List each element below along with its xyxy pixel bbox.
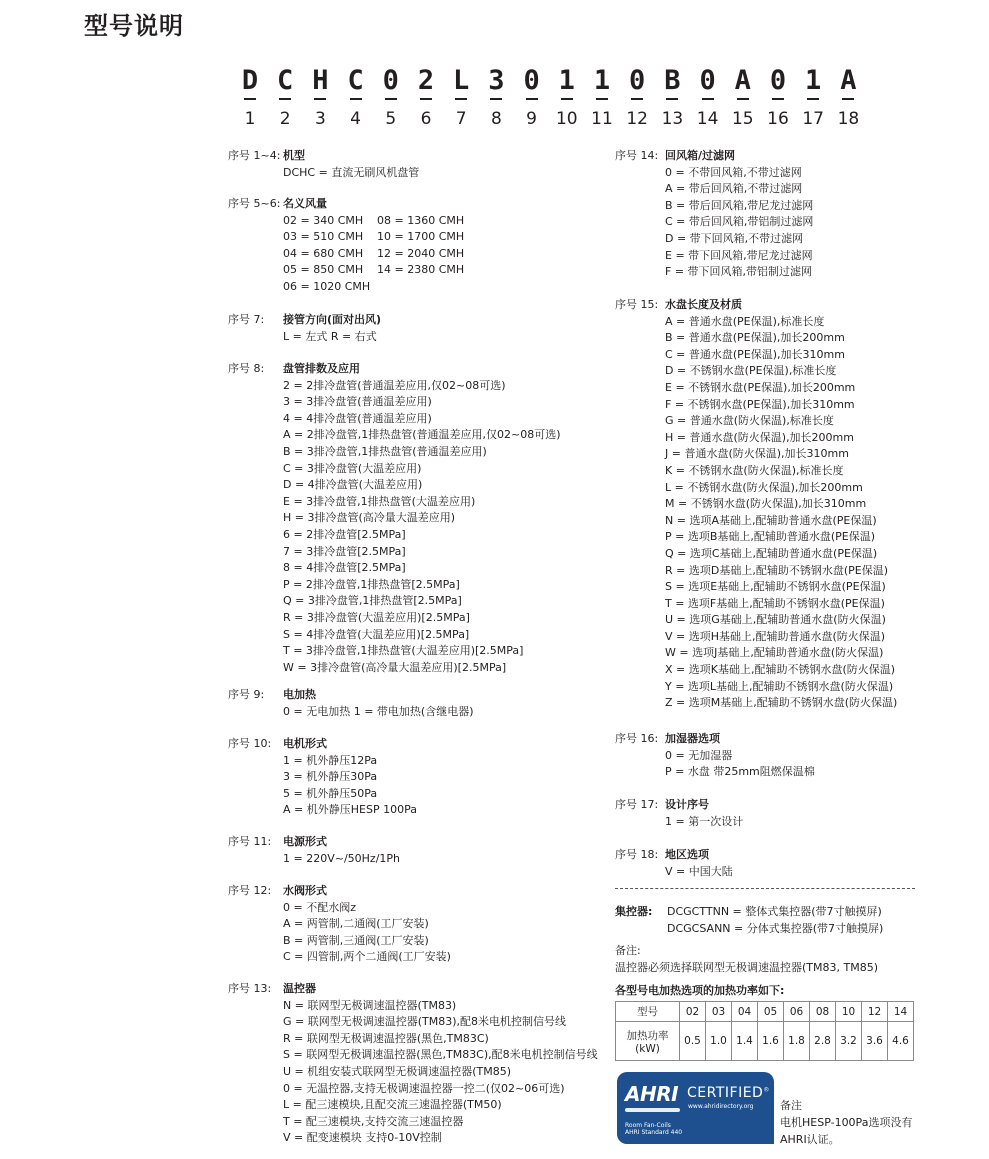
model-code-row — [233, 66, 866, 136]
table-model-cell: 08 — [810, 1002, 836, 1022]
section-option: H = 普通水盘(防火保温),加长200mm — [665, 430, 854, 444]
table-power-cell: 1.4 — [732, 1022, 758, 1061]
section-label: 序号 15: — [615, 298, 659, 311]
heating-table-title: 各型号电加热选项的加热功率如下: — [615, 984, 785, 997]
model-code-underline — [385, 98, 397, 100]
section-option: J = 普通水盘(防火保温),加长310mm — [665, 447, 849, 461]
ahri-note-line-2: AHRI认证。 — [780, 1133, 840, 1146]
section-option: P = 2排冷盘管,1排热盘管[2.5MPa] — [283, 577, 460, 591]
model-code-char: 0 — [629, 65, 646, 96]
section-option: P = 水盘 带25mm阻燃保温棉 — [665, 765, 815, 779]
model-code-underline — [314, 98, 326, 100]
model-code-char: D — [241, 65, 259, 96]
table-power-cell: 4.6 — [888, 1022, 914, 1061]
section-option: S = 联网型无极调速温控器(黑色,TM83C),配8米电机控制信号线 — [283, 1048, 598, 1062]
table-row — [616, 1002, 914, 1022]
section-body — [665, 148, 813, 281]
model-code-underline — [561, 98, 573, 100]
model-code-position: 3 — [314, 109, 326, 129]
section-option: 2 = 2排冷盘管(普通温差应用,仅02~08可选) — [283, 378, 506, 392]
section-heading: 设计序号 — [665, 798, 709, 811]
section-option: U = 机组安装式联网型无极调速温控器(TM85) — [283, 1064, 512, 1078]
section-option: L = 不锈钢水盘(防火保温),加长200mm — [665, 480, 863, 494]
model-code-underline — [702, 98, 714, 100]
model-code-char: 1 — [558, 65, 575, 96]
section-heading: 盘管排数及应用 — [283, 362, 360, 375]
section-body — [665, 797, 743, 830]
section-label: 序号 9: — [228, 688, 265, 701]
section-option: B = 两管制,三通阀(工厂安装) — [283, 933, 429, 947]
model-code-cell — [550, 66, 584, 130]
model-code-char: B — [664, 65, 681, 96]
section-label: 序号 18: — [615, 848, 659, 861]
model-code-position: 9 — [526, 109, 537, 129]
section-option: T = 选项F基础上,配辅助不锈钢水盘(PE保温) — [665, 596, 885, 610]
section-option: 0 = 不配水阀z — [283, 900, 356, 914]
model-code-underline — [244, 98, 256, 100]
section-option: B = 普通水盘(PE保温),加长200mm — [665, 331, 845, 345]
section-label: 序号 13: — [228, 982, 272, 995]
section-option: 7 = 3排冷盘管[2.5MPa] — [283, 544, 406, 558]
section-option: V = 选项H基础上,配辅助普通水盘(防火保温) — [665, 629, 886, 643]
section-option: 8 = 4排冷盘管[2.5MPa] — [283, 561, 406, 575]
model-code-cell — [268, 66, 302, 130]
section-label: 序号 12: — [228, 884, 272, 897]
model-code-char: 1 — [593, 65, 611, 96]
section-option: R = 联网型无极调速温控器(黑色,TM83C) — [283, 1031, 489, 1045]
section-option: 0 = 无加湿器 — [665, 748, 733, 762]
model-code-cell — [515, 66, 549, 130]
ahri-note-line-1: 电机HESP-100Pa选项没有 — [780, 1116, 913, 1129]
section-option: N = 选项A基础上,配辅助普通水盘(PE保温) — [665, 513, 877, 527]
section-option: 1 = 220V~/50Hz/1Ph — [283, 851, 401, 865]
section-option: 6 = 2排冷盘管[2.5MPa] — [283, 527, 406, 541]
section-heading: 加湿器选项 — [665, 732, 720, 745]
section-option: A = 普通水盘(PE保温),标准长度 — [665, 314, 825, 328]
section-body — [283, 981, 598, 1147]
airflow-option: 12 = 2040 CMH — [377, 246, 465, 260]
airflow-option: 02 = 340 CMH — [283, 213, 364, 227]
section-label: 序号 14: — [615, 149, 659, 162]
section-body — [665, 297, 897, 712]
table-model-cell: 02 — [680, 1002, 706, 1022]
model-code-underline — [666, 98, 678, 100]
section-option: H = 3排冷盘管(高冷量大温差应用) — [283, 511, 456, 525]
section-divider — [615, 888, 915, 889]
section-option: 3 = 机外静压30Pa — [283, 770, 378, 784]
ahri-wave-icon — [625, 1108, 680, 1112]
model-code-position: 17 — [802, 109, 824, 129]
section-body — [283, 736, 417, 819]
section-heading: 水盘长度及材质 — [665, 298, 742, 311]
section-body — [283, 312, 381, 345]
model-code-underline — [737, 98, 749, 100]
table-model-cell: 12 — [862, 1002, 888, 1022]
airflow-option: 05 = 850 CMH — [283, 263, 364, 277]
airflow-option: 08 = 1360 CMH — [377, 213, 465, 227]
section-option: R = 选项D基础上,配辅助不锈钢水盘(PE保温) — [665, 563, 888, 577]
section-option: Y = 选项L基础上,配辅助不锈钢水盘(防火保温) — [665, 679, 894, 693]
model-code-cell — [655, 66, 689, 130]
table-power-cell: 3.2 — [836, 1022, 862, 1061]
model-code-char: 2 — [417, 65, 435, 96]
section-option: T = 3排冷盘管,1排热盘管(大温差应用)[2.5MPa] — [283, 644, 524, 658]
section-option: Q = 3排冷盘管,1排热盘管[2.5MPa] — [283, 594, 462, 608]
model-code-cell — [409, 66, 443, 130]
section-body — [283, 148, 419, 181]
section-body — [283, 834, 400, 867]
table-power-cell: 0.5 — [680, 1022, 706, 1061]
section-option: V = 中国大陆 — [665, 864, 733, 878]
section-option: 0 = 无电加热 1 = 带电加热(含继电器) — [283, 704, 474, 718]
model-code-char: 0 — [699, 65, 716, 96]
ahri-note-title: 备注 — [780, 1099, 802, 1112]
model-code-position: 13 — [661, 109, 684, 129]
section-option: 4 = 4排冷盘管(普通温差应用) — [283, 411, 432, 425]
model-code-position: 11 — [591, 109, 613, 129]
section-option: A = 2排冷盘管,1排热盘管(普通温差应用,仅02~08可选) — [283, 428, 561, 442]
model-code-position: 2 — [279, 109, 291, 129]
section-option: 1 = 第一次设计 — [665, 814, 744, 828]
model-code-cell — [831, 66, 865, 130]
section-option: A = 两管制,二通阀(工厂安装) — [283, 917, 429, 931]
section-option: E = 不锈钢水盘(PE保温),加长200mm — [665, 380, 856, 394]
model-code-underline — [490, 98, 502, 100]
section-body — [283, 687, 474, 720]
section-option: M = 不锈钢水盘(防火保温),加长310mm — [665, 497, 867, 511]
section-option: A = 带后回风箱,不带过滤网 — [665, 182, 803, 196]
table-model-cell: 14 — [888, 1002, 914, 1022]
airflow-option: 14 = 2380 CMH — [377, 263, 465, 277]
model-code-underline — [350, 98, 362, 100]
airflow-option — [377, 279, 471, 296]
model-code-cell — [374, 66, 408, 130]
ahri-note — [780, 1097, 912, 1148]
model-code-position: 12 — [626, 109, 648, 129]
heating-power-table — [615, 1001, 914, 1061]
section-option: 0 = 不带回风箱,不带过滤网 — [665, 165, 802, 179]
section-option: D = 不锈钢水盘(PE保温),标准长度 — [665, 364, 837, 378]
section-label: 序号 1~4: — [228, 149, 281, 162]
note-text: 温控器必须选择联网型无极调速温控器(TM83, TM85) — [615, 961, 878, 974]
section-option: F = 不锈钢水盘(PE保温),加长310mm — [665, 397, 855, 411]
power-label-2: (kW) — [635, 1042, 660, 1055]
model-code-char: 1 — [805, 65, 822, 96]
section-option: B = 3排冷盘管,1排热盘管(普通温差应用) — [283, 444, 487, 458]
section-option: T = 配三速模块,支持交流三速温控器 — [283, 1114, 464, 1128]
model-code-position: 15 — [731, 109, 754, 129]
model-code-underline — [420, 98, 432, 100]
section-option: 1 = 机外静压12Pa — [283, 753, 378, 767]
model-code-position: 18 — [837, 109, 860, 129]
model-code-underline — [279, 98, 291, 100]
section-heading: 电机形式 — [283, 737, 327, 750]
model-code-cell — [796, 66, 830, 130]
controller-line-2: DCGCSANN = 分体式集控器(带7寸触摸屏) — [667, 922, 884, 935]
section-option: W = 3排冷盘管(高冷量大温差应用)[2.5MPa] — [283, 660, 507, 674]
table-model-cell: 04 — [732, 1002, 758, 1022]
model-code-cell — [303, 66, 337, 130]
section-heading: 电源形式 — [283, 835, 327, 848]
model-code-position: 5 — [385, 109, 397, 129]
section-label: 序号 16: — [615, 732, 659, 745]
model-code-char: L — [453, 65, 470, 96]
section-label: 序号 5~6: — [228, 197, 281, 210]
model-code-underline — [596, 98, 608, 100]
section-heading: 接管方向(面对出风) — [283, 313, 382, 326]
section-heading: 机型 — [283, 149, 305, 162]
model-code-underline — [526, 98, 538, 100]
section-option: D = 4排冷盘管(大温差应用) — [283, 478, 423, 492]
model-code-cell — [479, 66, 513, 130]
ahri-url: www.ahridirectory.org — [688, 1103, 754, 1110]
section-option: C = 普通水盘(PE保温),加长310mm — [665, 347, 845, 361]
section-option: B = 带后回风箱,带尼龙过滤网 — [665, 198, 814, 212]
section-label: 序号 7: — [228, 313, 265, 326]
section-heading: 水阀形式 — [283, 884, 327, 897]
section-option: C = 带后回风箱,带铝制过滤网 — [665, 215, 814, 229]
section-heading: 回风箱/过滤网 — [665, 149, 736, 162]
table-model-cell: 06 — [784, 1002, 810, 1022]
table-header-label: 型号 — [616, 1002, 680, 1022]
model-code-char: C — [277, 65, 294, 96]
model-code-position: 16 — [767, 109, 789, 129]
table-row — [616, 1022, 914, 1061]
ahri-certified-logo — [617, 1072, 774, 1144]
section-option: E = 3排冷盘管,1排热盘管(大温差应用) — [283, 494, 476, 508]
model-code-underline — [455, 98, 467, 100]
controller-line-1: DCGCTTNN = 整体式集控器(带7寸触摸屏) — [667, 905, 882, 918]
model-code-underline — [842, 98, 854, 100]
section-option: S = 4排冷盘管(大温差应用)[2.5MPa] — [283, 627, 470, 641]
section-option: DCHC = 直流无刷风机盘管 — [283, 165, 420, 179]
airflow-row — [283, 229, 471, 246]
section-option: R = 3排冷盘管(大温差应用)[2.5MPa] — [283, 610, 470, 624]
model-code-cell — [726, 66, 760, 130]
airflow-option: 10 = 1700 CMH — [377, 230, 465, 244]
airflow-row — [283, 279, 471, 296]
model-code-underline — [631, 98, 643, 100]
section-option: X = 选项K基础上,配辅助不锈钢水盘(防火保温) — [665, 663, 896, 677]
model-code-position: 10 — [555, 109, 578, 129]
section-option: D = 带下回风箱,不带过滤网 — [665, 231, 804, 245]
model-code-underline — [807, 98, 819, 100]
section-body — [665, 731, 815, 781]
model-code-position: 4 — [350, 109, 361, 129]
airflow-option: 06 = 1020 CMH — [283, 279, 371, 293]
airflow-option: 04 = 680 CMH — [283, 246, 364, 260]
model-code-char: A — [734, 65, 751, 96]
section-option: V = 配变速模块 支持0-10V控制 — [283, 1131, 442, 1145]
table-model-cell: 10 — [836, 1002, 862, 1022]
model-code-position: 14 — [696, 109, 719, 129]
table-power-label — [616, 1022, 680, 1061]
section-label: 序号 10: — [228, 737, 272, 750]
model-code-char: 3 — [488, 65, 505, 96]
model-code-cell — [444, 66, 478, 130]
section-label: 序号 17: — [615, 798, 659, 811]
ahri-subtitle: Room Fan-Coils AHRI Standard 440 — [625, 1122, 683, 1136]
ahri-certified-text: CERTIFIED® — [687, 1085, 770, 1101]
airflow-row — [283, 246, 471, 263]
model-code-cell — [233, 66, 267, 130]
section-option: C = 四管制,两个二通阀(工厂安装) — [283, 950, 451, 964]
model-code-cell — [339, 66, 373, 130]
section-option: F = 带下回风箱,带铝制过滤网 — [665, 265, 813, 279]
model-code-char: 0 — [382, 65, 399, 96]
section-body — [283, 196, 471, 296]
section-option: C = 3排冷盘管(大温差应用) — [283, 461, 422, 475]
note-title: 备注: — [615, 944, 641, 957]
table-model-cell: 03 — [706, 1002, 732, 1022]
section-option: W = 选项J基础上,配辅助普通水盘(防火保温) — [665, 646, 884, 660]
power-label-1: 加热功率 — [626, 1029, 669, 1042]
section-label: 序号 11: — [228, 835, 272, 848]
ahri-logo-text: AHRI — [625, 1082, 679, 1106]
section-heading: 温控器 — [283, 982, 316, 995]
section-option: N = 联网型无极调速温控器(TM83) — [283, 998, 457, 1012]
section-option: S = 选项E基础上,配辅助不锈钢水盘(PE保温) — [665, 580, 886, 594]
section-option: U = 选项G基础上,配辅助普通水盘(防火保温) — [665, 613, 886, 627]
controller-block — [615, 903, 883, 937]
section-option: P = 选项B基础上,配辅助普通水盘(PE保温) — [665, 530, 876, 544]
section-body — [283, 361, 561, 676]
airflow-option: 03 = 510 CMH — [283, 230, 364, 244]
model-code-position: 8 — [490, 109, 502, 129]
model-code-char: C — [347, 65, 364, 96]
model-code-cell — [585, 66, 619, 130]
section-body — [283, 883, 451, 966]
section-option: K = 不锈钢水盘(防火保温),标准长度 — [665, 463, 844, 477]
table-power-cell: 1.0 — [706, 1022, 732, 1061]
section-option: 5 = 机外静压50Pa — [283, 786, 378, 800]
section-option: 0 = 无温控器,支持无极调速温控器一控二(仅02~06可选) — [283, 1081, 565, 1095]
model-code-char: 0 — [523, 65, 540, 96]
section-option: A = 机外静压HESP 100Pa — [283, 803, 417, 817]
page-title: 型号说明 — [84, 12, 184, 40]
model-code-position: 7 — [455, 109, 467, 129]
section-option: Z = 选项M基础上,配辅助不锈钢水盘(防火保温) — [665, 696, 898, 710]
airflow-row — [283, 213, 471, 230]
table-power-cell: 1.6 — [758, 1022, 784, 1061]
section-heading: 电加热 — [283, 688, 316, 701]
section-option: G = 普通水盘(防火保温),标准长度 — [665, 414, 834, 428]
note-block — [615, 942, 878, 976]
table-power-cell: 2.8 — [810, 1022, 836, 1061]
section-option: E = 带下回风箱,带尼龙过滤网 — [665, 248, 813, 262]
section-option: 3 = 3排冷盘管(普通温差应用) — [283, 395, 432, 409]
table-model-cell: 05 — [758, 1002, 784, 1022]
section-heading: 名义风量 — [283, 197, 327, 210]
model-code-cell — [691, 66, 725, 130]
model-code-position: 6 — [420, 109, 432, 129]
section-label: 序号 8: — [228, 362, 265, 375]
model-code-char: H — [312, 65, 329, 96]
section-option: Q = 选项C基础上,配辅助普通水盘(PE保温) — [665, 546, 878, 560]
model-code-cell — [620, 66, 654, 130]
section-option: L = 左式 R = 右式 — [283, 329, 377, 343]
airflow-row — [283, 262, 471, 279]
model-code-char: A — [840, 65, 857, 96]
model-code-underline — [772, 98, 784, 100]
model-code-position: 1 — [244, 109, 256, 129]
section-option: G = 联网型无极调速温控器(TM83),配8米电机控制信号线 — [283, 1015, 567, 1029]
table-power-cell: 1.8 — [784, 1022, 810, 1061]
model-code-cell — [761, 66, 795, 130]
table-power-cell: 3.6 — [862, 1022, 888, 1061]
controller-label: 集控器: — [615, 905, 653, 918]
section-heading: 地区选项 — [665, 848, 709, 861]
section-option: L = 配三速模块,且配交流三速温控器(TM50) — [283, 1098, 502, 1112]
section-body — [665, 847, 733, 880]
model-code-char: 0 — [769, 65, 787, 96]
